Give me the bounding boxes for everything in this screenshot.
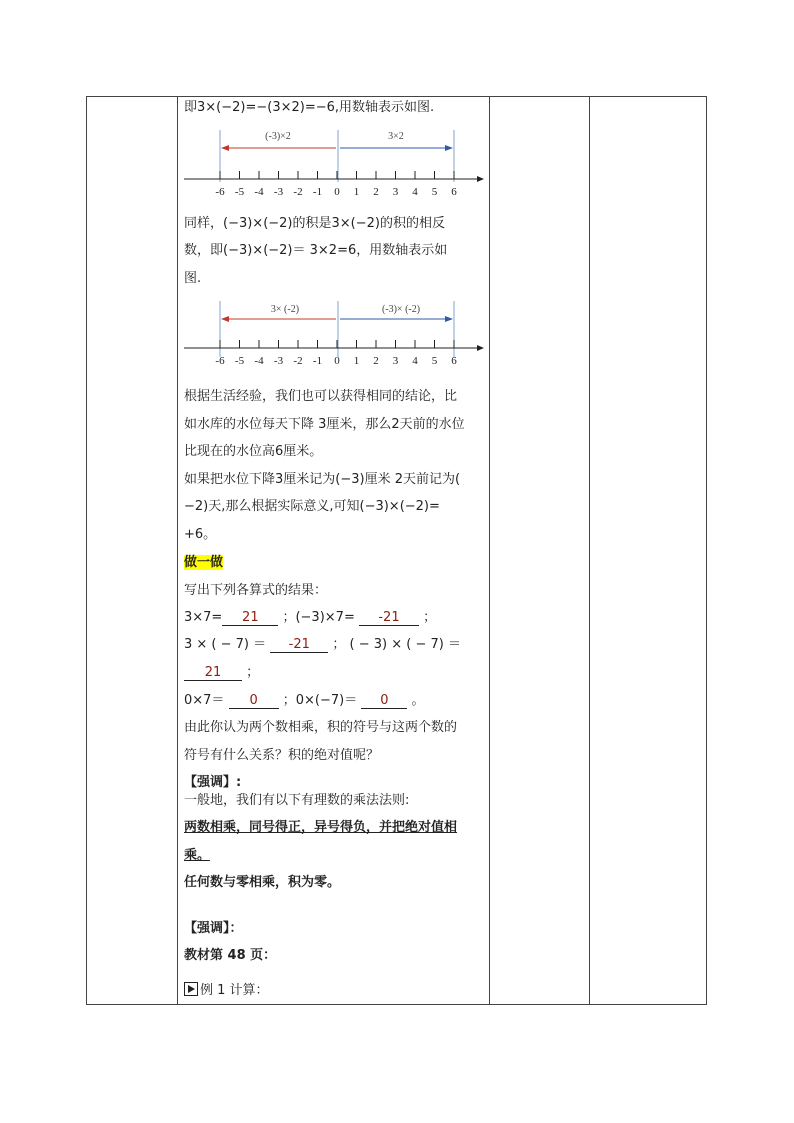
expr: ； [423, 610, 437, 625]
expr: 3×7= [184, 610, 223, 625]
column-divider-3 [589, 96, 590, 1005]
textbook-reference: 教材第 48 页： [184, 948, 277, 963]
tick-label: -4 [254, 186, 264, 198]
expr: ；0×(−7)＝ [282, 693, 358, 708]
tick-label: 1 [353, 186, 360, 198]
axis-arrow-head [477, 176, 484, 182]
tick-label: 0 [334, 355, 340, 367]
text-line: −2)天,那么根据实际意义,可知(−3)×(−2)= [184, 499, 440, 514]
text-line: 即3×(−2)=−(3×2)=−6,用数轴表示如图. [184, 100, 435, 115]
tick-label: 2 [373, 355, 379, 367]
text-line: 根据生活经验，我们也可以获得相同的结论，比 [184, 389, 458, 404]
right-arrow-head [445, 316, 453, 322]
text-line: 符号有什么关系？积的绝对值呢？ [184, 748, 380, 763]
axis-ticks [215, 340, 457, 367]
tick-label: -2 [293, 355, 303, 367]
example-label: 例 1 计算： [200, 983, 269, 998]
expr: 0×7＝ [184, 693, 225, 708]
expr: 。 [411, 693, 425, 708]
tick-label: 4 [412, 186, 418, 198]
exercise-row-2 [184, 637, 461, 653]
column-divider-1 [177, 96, 178, 1005]
tick-label: 6 [451, 355, 457, 367]
example-line [184, 982, 269, 999]
section-heading [184, 555, 223, 571]
tick-label: -6 [215, 355, 225, 367]
text-line: +6。 [184, 527, 217, 542]
tick-label: 4 [412, 355, 418, 367]
tick-label: -1 [312, 355, 323, 367]
number-line-1 [184, 124, 484, 210]
emphasis-heading: 【强调】: [184, 775, 242, 790]
do-it-heading: 做一做 [184, 555, 224, 570]
tick-label: -4 [254, 355, 264, 367]
exercise-row-1 [184, 610, 436, 626]
text-line: 同样，(−3)×(−2)的积是3×(−2)的积的相反 [184, 216, 445, 231]
multiplication-rule: 两数相乘，同号得正，异号得负，并把绝对值相 [184, 820, 458, 835]
exercise-row-3 [184, 665, 259, 681]
text-line: 图. [184, 271, 202, 286]
text-line: 由此你认为两个数相乘，积的符号与这两个数的 [184, 720, 458, 735]
number-line-2 [184, 299, 484, 385]
tick-label: -3 [273, 355, 284, 367]
tick-label: 3 [392, 186, 399, 198]
expr: 3 × ( − 7) ＝ [184, 637, 267, 652]
tick-label: 5 [431, 355, 438, 367]
left-arrow-head [221, 316, 229, 322]
play-icon[interactable] [184, 982, 198, 996]
tick-label: -6 [215, 186, 225, 198]
answer: 21 [242, 610, 259, 625]
tick-label: -3 [273, 186, 284, 198]
text-line: 数，即(−3)×(−2)＝ 3×2=6，用数轴表示如 [184, 243, 448, 258]
tick-label: 1 [353, 355, 360, 367]
tick-label: 5 [431, 186, 438, 198]
expr: ； ( − 3) × ( − 7) ＝ [332, 637, 461, 652]
right-segment-label: (-3)× (-2) [381, 304, 421, 315]
text-line: 如果把水位下降3厘米记为(−3)厘米 2天前记为( [184, 472, 461, 487]
expr: ； [246, 665, 260, 680]
text-line: 比现在的水位高6厘米。 [184, 444, 323, 459]
emphasis-heading: 【强调】： [184, 921, 243, 936]
answer: 0 [249, 693, 258, 708]
tick-label: 2 [373, 186, 379, 198]
multiplication-rule-cont: 乘。 [184, 848, 211, 863]
right-segment-label: 3×2 [388, 131, 404, 142]
table-frame [86, 96, 707, 1005]
right-arrow-head [445, 145, 453, 151]
expr: ；(−3)×7= [282, 610, 355, 625]
tick-label: -5 [234, 186, 245, 198]
zero-rule: 任何数与零相乘，积为零。 [184, 875, 341, 890]
tick-label: 3 [392, 355, 399, 367]
answer: -21 [288, 637, 310, 652]
tick-label: 6 [451, 186, 457, 198]
left-segment-label: 3× (-2) [270, 304, 300, 315]
text-line: 如水库的水位每天下降 3厘米，那么2天前的水位 [184, 417, 465, 432]
text-line: 一般地，我们有以下有理数的乘法法则: [184, 793, 410, 808]
exercise-row-4 [184, 693, 425, 709]
tick-label: 0 [334, 186, 340, 198]
axis-ticks [215, 171, 457, 198]
tick-label: -5 [234, 355, 245, 367]
text-line: 写出下列各算式的结果： [184, 583, 328, 598]
answer: 21 [204, 665, 222, 680]
tick-label: -1 [312, 186, 323, 198]
answer: 0 [380, 693, 389, 708]
column-divider-2 [489, 96, 490, 1005]
answer: -21 [378, 610, 400, 625]
tick-label: -2 [293, 186, 303, 198]
left-arrow-head [221, 145, 229, 151]
axis-arrow-head [477, 345, 484, 351]
left-segment-label: (-3)×2 [265, 131, 291, 142]
